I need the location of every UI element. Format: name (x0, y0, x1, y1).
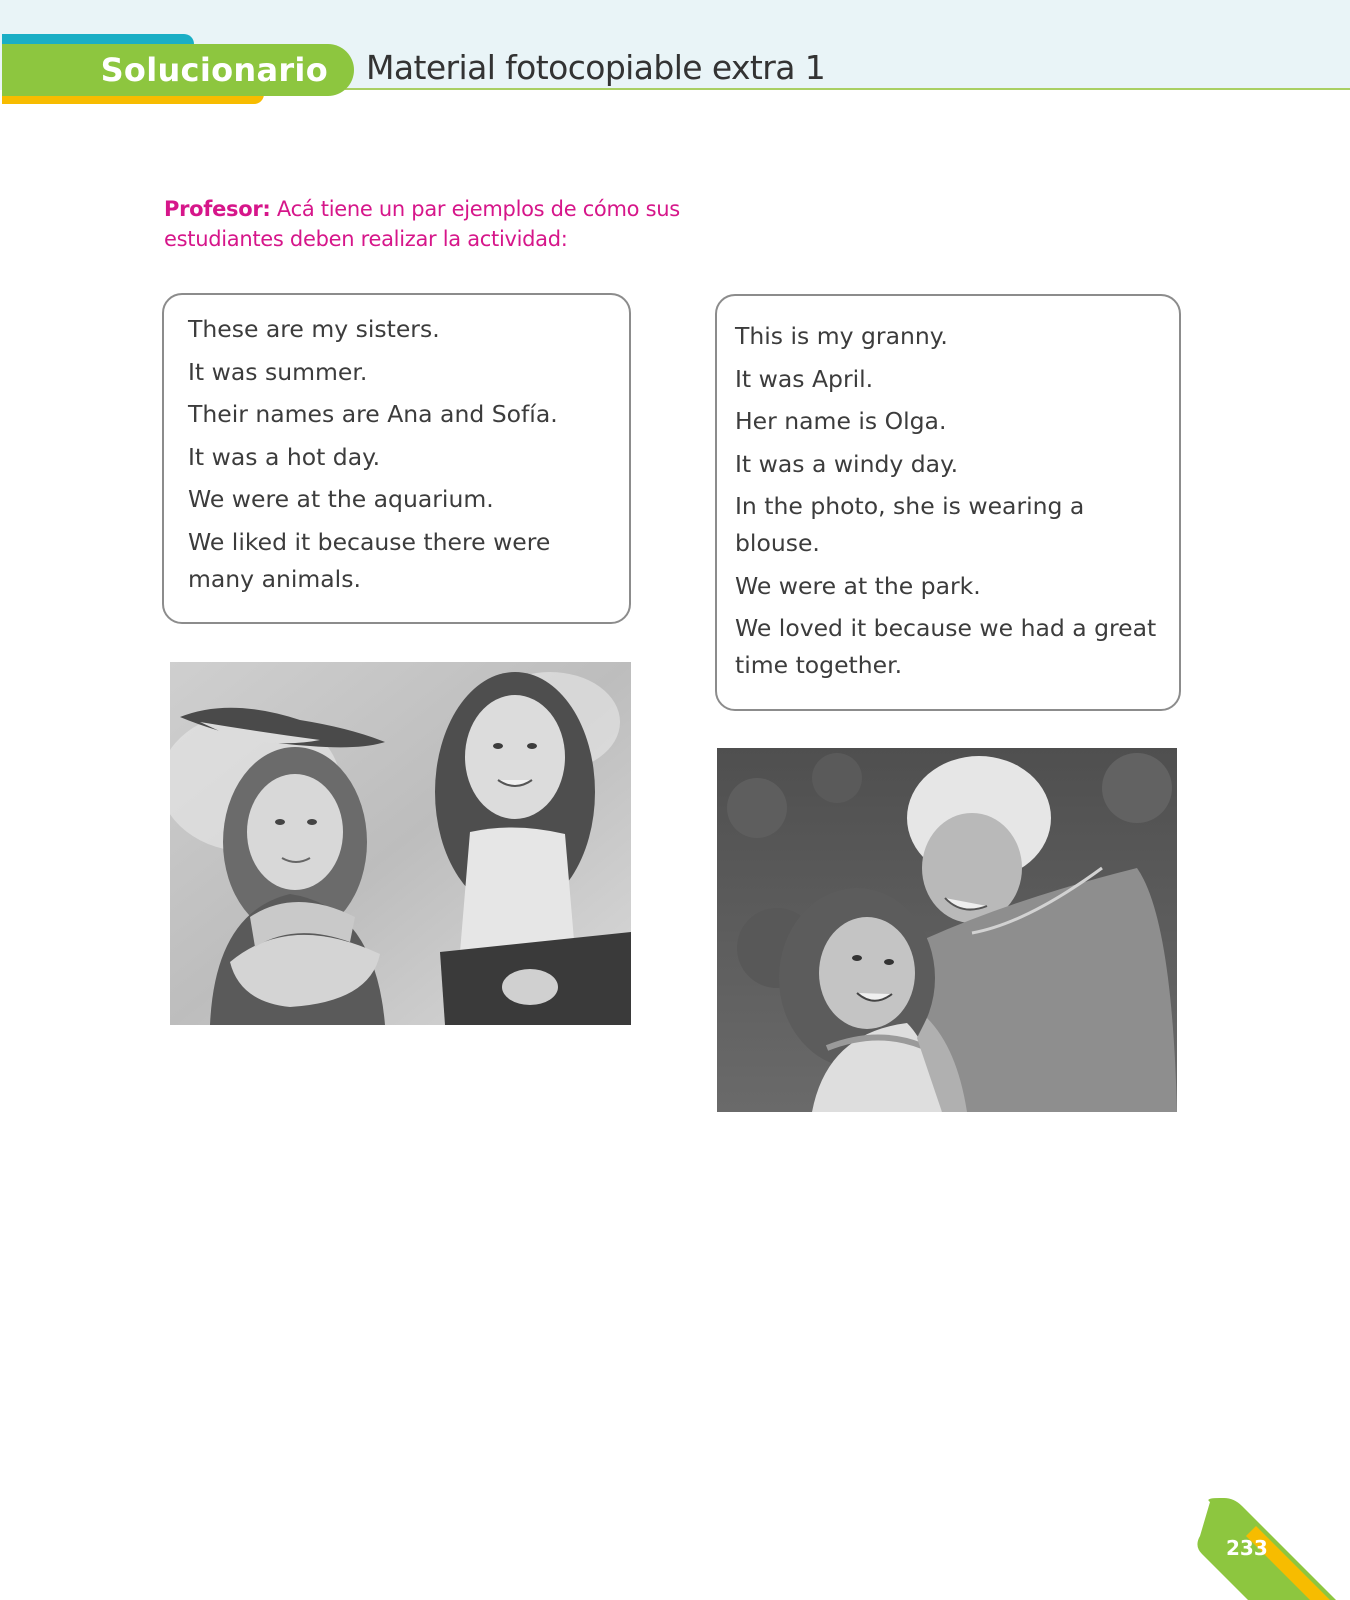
example-line: It was April. (735, 364, 874, 393)
photo-sisters-aquarium (170, 662, 631, 1025)
page-number-badge (1190, 1498, 1350, 1600)
example-line: It was summer. (188, 357, 368, 386)
section-tab (2, 44, 354, 96)
example-line: We were at the park. (735, 571, 981, 600)
teacher-note-text: Acá tiene un par ejemplos de cómo sus estudiantes deben realizar la actividad: (164, 197, 680, 251)
teacher-note (164, 194, 684, 254)
page-number: 233 (1226, 1536, 1268, 1560)
example-line: We were at the aquarium. (188, 485, 494, 513)
example-card-left (162, 293, 631, 624)
example-line: It was a windy day. (735, 449, 959, 478)
teacher-note-lead: Profesor: (164, 197, 271, 221)
example-line: We liked it because there were many animals. (188, 527, 551, 593)
example-line: It was a hot day. (188, 442, 381, 471)
example-card-right (715, 294, 1181, 711)
example-line: These are my sisters. (188, 315, 440, 343)
example-line: Her name is Olga. (735, 407, 947, 435)
example-line: This is my granny. (735, 322, 948, 350)
page-title: Material fotocopiable extra 1 (366, 48, 826, 87)
example-line: We loved it because we had a great time together. (735, 614, 1157, 679)
section-label: Solucionario (100, 51, 328, 89)
photo-granny-park (717, 748, 1177, 1112)
header-rule (345, 88, 1350, 90)
example-line: In the photo, she is wearing a blouse. (735, 492, 1085, 557)
example-line: Their names are Ana and Sofía. (188, 400, 558, 428)
